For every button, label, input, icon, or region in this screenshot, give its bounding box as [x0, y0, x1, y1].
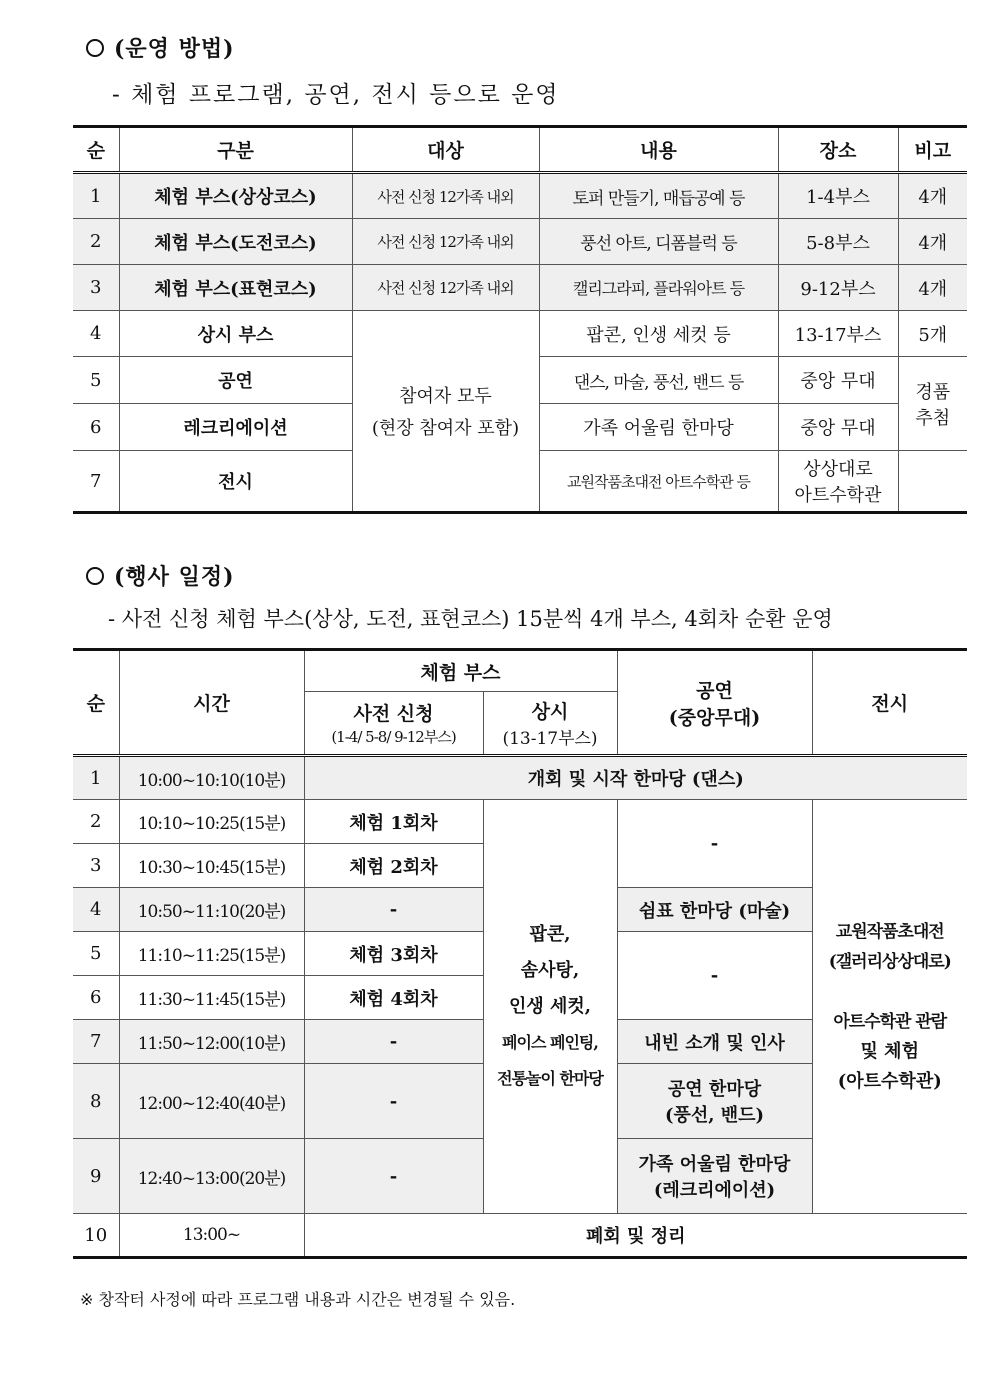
table-row [73, 265, 967, 311]
row-place: 중앙 무대 [778, 357, 898, 404]
exhibit-line: 교원작품초대전 [835, 921, 944, 942]
exhibit-cell [812, 800, 967, 1214]
header-cell: 순 [73, 127, 119, 173]
row-time: 10:30~10:45(15분) [119, 844, 304, 888]
header-cell [304, 692, 483, 756]
row-perf-line: 공연 한마당 [667, 1079, 762, 1100]
always-line: 솜사탕, [520, 959, 580, 981]
header-cell: 대상 [352, 127, 539, 173]
merged-target-line: (현장 참여자 포함) [371, 418, 520, 439]
row-number: 6 [73, 404, 119, 451]
row-time: 12:00~12:40(40분) [119, 1064, 304, 1139]
row-time: 10:00~10:10(10분) [119, 756, 304, 800]
row-content: 팝콘, 인생 세컷 등 [539, 311, 778, 357]
header-line: (1-4/ 5-8/ 9-12부스) [331, 728, 456, 746]
header-cell: 비고 [898, 127, 967, 173]
table-row [73, 173, 967, 219]
exhibit-line: 및 체험 [860, 1040, 919, 1062]
row-type: 레크리에이션 [119, 404, 352, 451]
row-note: 4개 [898, 265, 967, 311]
table-row [73, 1214, 967, 1258]
header-line: 상시 [531, 701, 569, 723]
row-target: 사전 신청 12가족 내외 [352, 265, 539, 311]
merged-note-line: 경품 [915, 381, 951, 403]
row-perf: 쉼표 한마당 (마술) [617, 888, 812, 932]
row-content: 토퍼 만들기, 매듭공예 등 [539, 173, 778, 219]
row-pre: 체험 2회차 [304, 844, 483, 888]
merged-target-cell [352, 311, 539, 513]
table-header-row [73, 650, 967, 692]
row-perf: - [617, 800, 812, 888]
row-content: 댄스, 마술, 풍선, 밴드 등 [539, 357, 778, 404]
header-cell [483, 692, 617, 756]
row-place: 5-8부스 [778, 219, 898, 265]
row-number: 2 [73, 800, 119, 844]
schedule-description: - 사전 신청 체험 부스(상상, 도전, 표현코스) 15분씩 4개 부스, 4회차 순환 운영 [108, 607, 833, 631]
row-content: 교원작품초대전 아트수학관 등 [539, 451, 778, 513]
row-number: 10 [73, 1214, 119, 1258]
row-note [898, 451, 967, 513]
row-number: 7 [73, 1020, 119, 1064]
exhibit-line: 아트수학관 관람 [833, 1011, 947, 1032]
row-place: 중앙 무대 [778, 404, 898, 451]
row-place: 13-17부스 [778, 311, 898, 357]
row-number: 1 [73, 173, 119, 219]
row-place: 9-12부스 [778, 265, 898, 311]
row-type: 체험 부스(표현코스) [119, 265, 352, 311]
row-pre: 체험 4회차 [304, 976, 483, 1020]
row-time: 13:00~ [119, 1214, 304, 1258]
row-time: 10:50~11:10(20분) [119, 888, 304, 932]
header-cell: 시간 [119, 650, 304, 756]
table-row [73, 756, 967, 800]
row-type: 전시 [119, 451, 352, 513]
row-number: 3 [73, 265, 119, 311]
exhibit-line [815, 977, 966, 1007]
header-cell: 순 [73, 650, 119, 756]
row-place-line: 아트수학관 [794, 485, 882, 506]
row-content: 풍선 아트, 디폼블럭 등 [539, 219, 778, 265]
row-time: 11:10~11:25(15분) [119, 932, 304, 976]
header-cell: 장소 [778, 127, 898, 173]
header-cell: 구분 [119, 127, 352, 173]
row-number: 1 [73, 756, 119, 800]
row-number: 9 [73, 1139, 119, 1214]
row-content: 캘리그라피, 플라워아트 등 [539, 265, 778, 311]
row-target: 사전 신청 12가족 내외 [352, 219, 539, 265]
row-type: 체험 부스(상상코스) [119, 173, 352, 219]
operation-description: - 체험 프로그램, 공연, 전시 등으로 운영 [112, 82, 560, 108]
row-pre: - [304, 1064, 483, 1139]
row-place-line: 상상대로 [803, 459, 873, 480]
row-number: 5 [73, 932, 119, 976]
row-number: 3 [73, 844, 119, 888]
row-pre: - [304, 1139, 483, 1214]
row-perf: 내빈 소개 및 인사 [617, 1020, 812, 1064]
row-time: 11:30~11:45(15분) [119, 976, 304, 1020]
exhibit-line: (갤러리상상대로) [828, 951, 951, 972]
row-place [778, 451, 898, 513]
operation-table [73, 125, 967, 514]
header-line: (중앙무대) [668, 706, 761, 729]
merged-note-line: 추첨 [915, 407, 951, 429]
row-perf-line: 가족 어울림 한마당 [638, 1154, 791, 1175]
row-type: 상시 부스 [119, 311, 352, 357]
header-line: (13-17부스) [502, 729, 598, 749]
header-cell: 내용 [539, 127, 778, 173]
header-cell: 체험 부스 [304, 650, 617, 692]
row-perf [617, 1064, 812, 1139]
row-perf: - [617, 932, 812, 1020]
row-merged-event: 폐회 및 정리 [304, 1214, 967, 1258]
row-number: 8 [73, 1064, 119, 1139]
row-perf-line: (풍선, 밴드) [664, 1105, 765, 1126]
row-perf-line: (레크리에이션) [653, 1180, 776, 1201]
always-line: 전통놀이 한마당 [497, 1068, 603, 1088]
header-cell: 전시 [812, 650, 967, 756]
section-heading-operation: (운영 방법) [86, 32, 235, 63]
always-line: 페이스 페인팅, [502, 1032, 598, 1052]
table-row [73, 219, 967, 265]
row-content: 가족 어울림 한마당 [539, 404, 778, 451]
row-pre: - [304, 888, 483, 932]
row-pre: 체험 1회차 [304, 800, 483, 844]
row-time: 12:40~13:00(20분) [119, 1139, 304, 1214]
section-heading-schedule: (행사 일정) [86, 560, 235, 591]
always-booth-cell [483, 800, 617, 1214]
row-number: 4 [73, 311, 119, 357]
merged-note-cell [898, 357, 967, 451]
row-note: 4개 [898, 219, 967, 265]
row-pre: 체험 3회차 [304, 932, 483, 976]
schedule-table [73, 648, 967, 1259]
row-note: 5개 [898, 311, 967, 357]
merged-target-line: 참여자 모두 [399, 386, 492, 407]
circle-bullet-icon [86, 39, 104, 57]
row-number: 4 [73, 888, 119, 932]
row-target: 사전 신청 12가족 내외 [352, 173, 539, 219]
footnote: ※ 창작터 사정에 따라 프로그램 내용과 시간은 변경될 수 있음. [80, 1290, 516, 1309]
row-merged-event: 개회 및 시작 한마당 (댄스) [304, 756, 967, 800]
table-row [73, 800, 967, 844]
header-line: 사전 신청 [353, 703, 434, 725]
row-number: 6 [73, 976, 119, 1020]
circle-bullet-icon [86, 567, 104, 585]
row-time: 11:50~12:00(10분) [119, 1020, 304, 1064]
header-line: 공연 [696, 679, 733, 702]
header-cell [617, 650, 812, 756]
row-number: 7 [73, 451, 119, 513]
row-number: 2 [73, 219, 119, 265]
row-type: 공연 [119, 357, 352, 404]
row-pre: - [304, 1020, 483, 1064]
row-place: 1-4부스 [778, 173, 898, 219]
always-line: 팝콘, [529, 923, 571, 945]
exhibit-line: (아트수학관) [837, 1070, 942, 1092]
table-row [73, 311, 967, 357]
row-time: 10:10~10:25(15분) [119, 800, 304, 844]
row-number: 5 [73, 357, 119, 404]
always-line: 인생 세컷, [508, 995, 592, 1017]
table-header-row [73, 127, 967, 173]
row-note: 4개 [898, 173, 967, 219]
row-type: 체험 부스(도전코스) [119, 219, 352, 265]
row-perf [617, 1139, 812, 1214]
